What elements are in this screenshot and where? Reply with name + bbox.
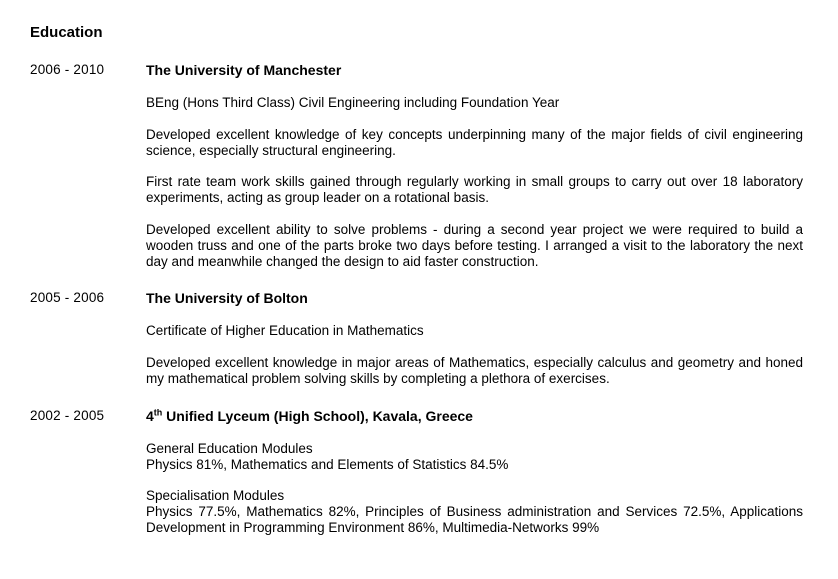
module-group-detail: Physics 77.5%, Mathematics 82%, Principles of Business administration and Services 72.5%, Applications Development in Programming Environment 86%, Multimedia-Networks 99% xyxy=(146,504,803,535)
degree-line: Certificate of Higher Education in Mathematics xyxy=(146,323,424,339)
module-group-specialisation xyxy=(146,488,803,535)
education-entry-manchester xyxy=(30,62,803,285)
entry-dates: 2005 - 2006 xyxy=(30,290,105,306)
institution-name-ordinal-suffix: th xyxy=(153,407,163,418)
institution-name-prefix: 4 xyxy=(146,407,154,424)
degree-line: BEng (Hons Third Class) Civil Engineering including Foundation Year xyxy=(146,95,560,110)
entry-paragraph: Developed excellent knowledge of key concepts underpinning many of the major fields of civil engineering science, especially structural engineering. xyxy=(146,126,803,158)
entry-body xyxy=(146,62,803,285)
institution-name xyxy=(146,408,803,424)
entry-dates: 2002 - 2005 xyxy=(30,407,105,423)
module-group-detail: Physics 81%, Mathematics and Elements of Statistics 84.5% xyxy=(146,456,509,472)
institution-name: The University of Bolton xyxy=(146,290,308,307)
module-group-heading: Specialisation Modules xyxy=(146,488,285,504)
module-group-general xyxy=(146,441,803,473)
entry-dates: 2006 - 2010 xyxy=(30,62,105,77)
entry-body xyxy=(146,408,803,552)
education-entry-bolton xyxy=(30,290,803,402)
education-section-title: Education xyxy=(30,24,103,41)
module-group-heading: General Education Modules xyxy=(146,440,313,456)
entry-body xyxy=(146,290,803,402)
entry-paragraph: Developed excellent knowledge in major areas of Mathematics, especially calculus and geometry and honed my mathematical problem solving skills by completing a plethora of exercises. xyxy=(146,355,803,386)
entry-paragraph: First rate team work skills gained through regularly working in small groups to carry out over 18 laboratory experiments, acting as group leader on a rotational basis. xyxy=(146,174,803,206)
institution-name-rest: Unified Lyceum (High School), Kavala, Greece xyxy=(162,407,473,424)
entry-paragraph: Developed excellent ability to solve problems - during a second year project we were required to build a wooden truss and one of the parts broke two days before testing. I arranged a visit to the laboratory the next day and meanwhile changed the design to aid faster construction. xyxy=(146,221,803,269)
education-entry-lyceum xyxy=(30,408,803,552)
institution-name: The University of Manchester xyxy=(146,62,342,78)
